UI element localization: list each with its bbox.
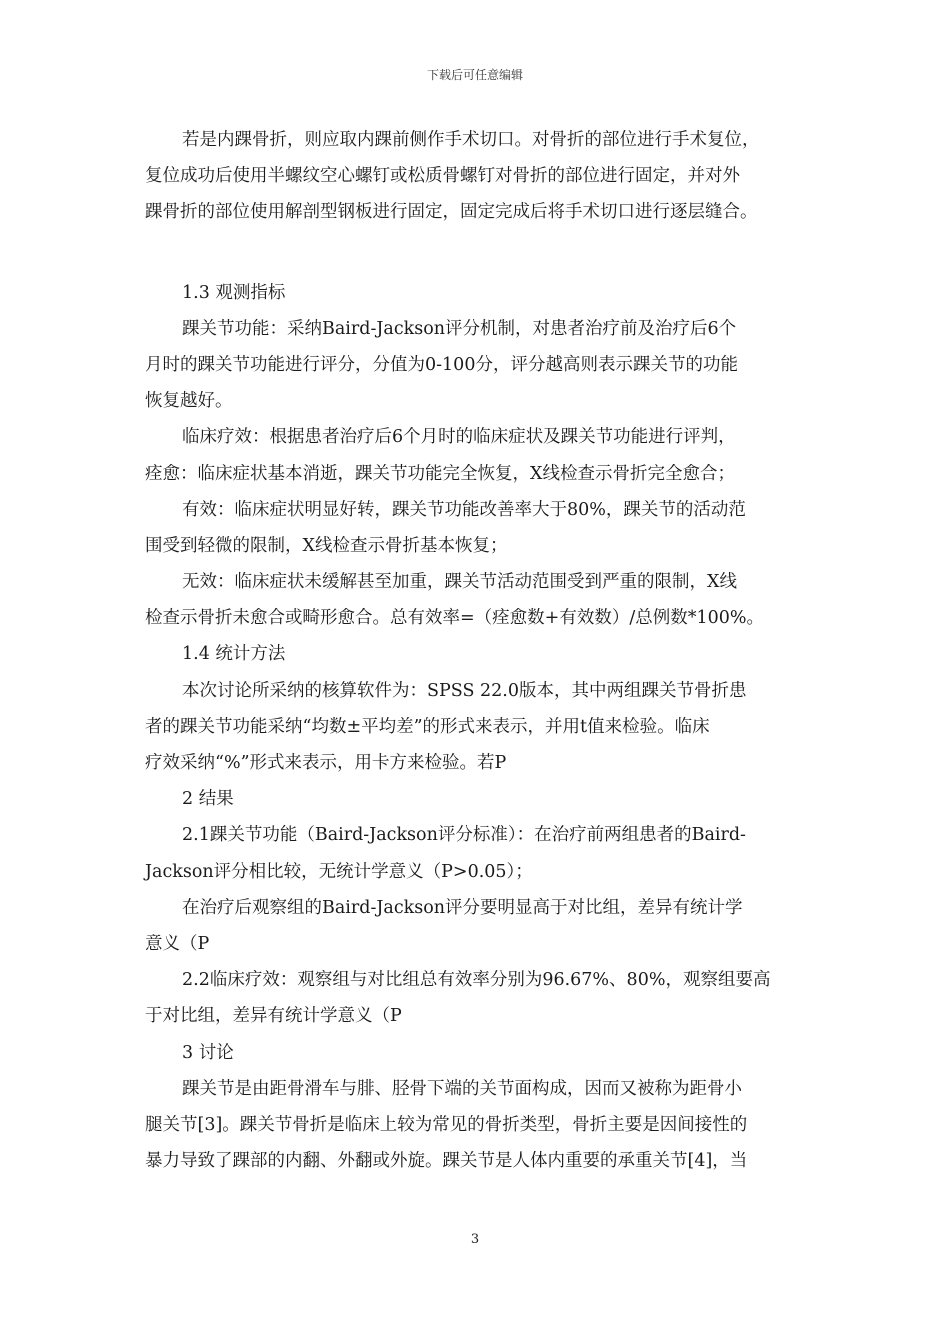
paragraph-line: 若是内踝骨折，则应取内踝前侧作手术切口。对骨折的部位进行手术复位， <box>182 130 760 150</box>
paragraph-line: 痊愈：临床症状基本消逝，踝关节功能完全恢复，X线检查示骨折完全愈合； <box>145 463 735 484</box>
paragraph-line: 者的踝关节功能采纳“均数±平均差”的形式来表示，并用t值来检验。临床 <box>145 716 710 737</box>
paragraph-line: 有效：临床症状明显好转，踝关节功能改善率大于80%，踝关节的活动范 <box>182 499 746 520</box>
paragraph-line: 于对比组，差异有统计学意义（P <box>145 1006 402 1027</box>
paragraph-line: 本次讨论所采纳的核算软件为：SPSS 22.0版本，其中两组踝关节骨折患 <box>182 680 747 701</box>
page-number: 3 <box>470 1232 480 1247</box>
paragraph-line: 2.2临床疗效：观察组与对比组总有效率分别为96.67%、80%，观察组要高 <box>182 970 771 991</box>
section-heading: 3 讨论 <box>182 1042 234 1063</box>
paragraph-line: 腿关节[3]。踝关节骨折是临床上较为常见的骨折类型，骨折主要是因间接性的 <box>145 1114 748 1135</box>
paragraph-line: 临床疗效：根据患者治疗后6个月时的临床症状及踝关节功能进行评判， <box>182 427 736 448</box>
paragraph-line: 检查示骨折未愈合或畸形愈合。总有效率=（痊愈数+有效数）/总例数*100%。 <box>145 608 765 629</box>
section-heading: 2 结果 <box>182 789 234 810</box>
paragraph-line: Jackson评分相比较，无统计学意义（P>0.05）； <box>145 861 533 882</box>
paragraph-line: 2.1踝关节功能（Baird-Jackson评分标准）：在治疗前两组患者的Baird- <box>182 825 746 846</box>
paragraph-line: 踝关节功能：采纳Baird-Jackson评分机制，对患者治疗前及治疗后6个 <box>182 318 737 339</box>
body-text <box>145 122 825 1179</box>
section-heading: 1.3 观测指标 <box>182 282 286 303</box>
section-heading: 1.4 统计方法 <box>182 644 286 665</box>
paragraph-line: 围受到轻微的限制，X线检查示骨折基本恢复； <box>145 535 508 556</box>
paragraph-line: 踝关节是由距骨滑车与腓、胫骨下端的关节面构成，因而又被称为距骨小 <box>182 1078 742 1099</box>
paragraph-line: 在治疗后观察组的Baird-Jackson评分要明显高于对比组，差异有统计学 <box>182 897 743 918</box>
paragraph-line: 恢复越好。 <box>145 391 233 412</box>
paragraph-line: 月时的踝关节功能进行评分，分值为0-100分，评分越高则表示踝关节的功能 <box>145 354 738 375</box>
paragraph-line: 复位成功后使用半螺纹空心螺钉或松质骨螺钉对骨折的部位进行固定，并对外 <box>145 166 740 187</box>
paragraph-line: 疗效采纳“%”形式来表示，用卡方来检验。若P <box>145 753 507 773</box>
paragraph-line: 暴力导致了踝部的内翻、外翻或外旋。踝关节是人体内重要的承重关节[4]，当 <box>145 1151 748 1172</box>
paragraph-line: 无效：临床症状未缓解甚至加重，踝关节活动范围受到严重的限制，X线 <box>182 572 737 593</box>
paragraph-line: 意义（P <box>145 933 210 954</box>
paragraph-gap <box>145 231 825 275</box>
paragraph-line: 踝骨折的部位使用解剖型钢板进行固定，固定完成后将手术切口进行逐层缝合。 <box>145 202 758 223</box>
page-header: 下载后可任意编辑 <box>426 68 523 82</box>
